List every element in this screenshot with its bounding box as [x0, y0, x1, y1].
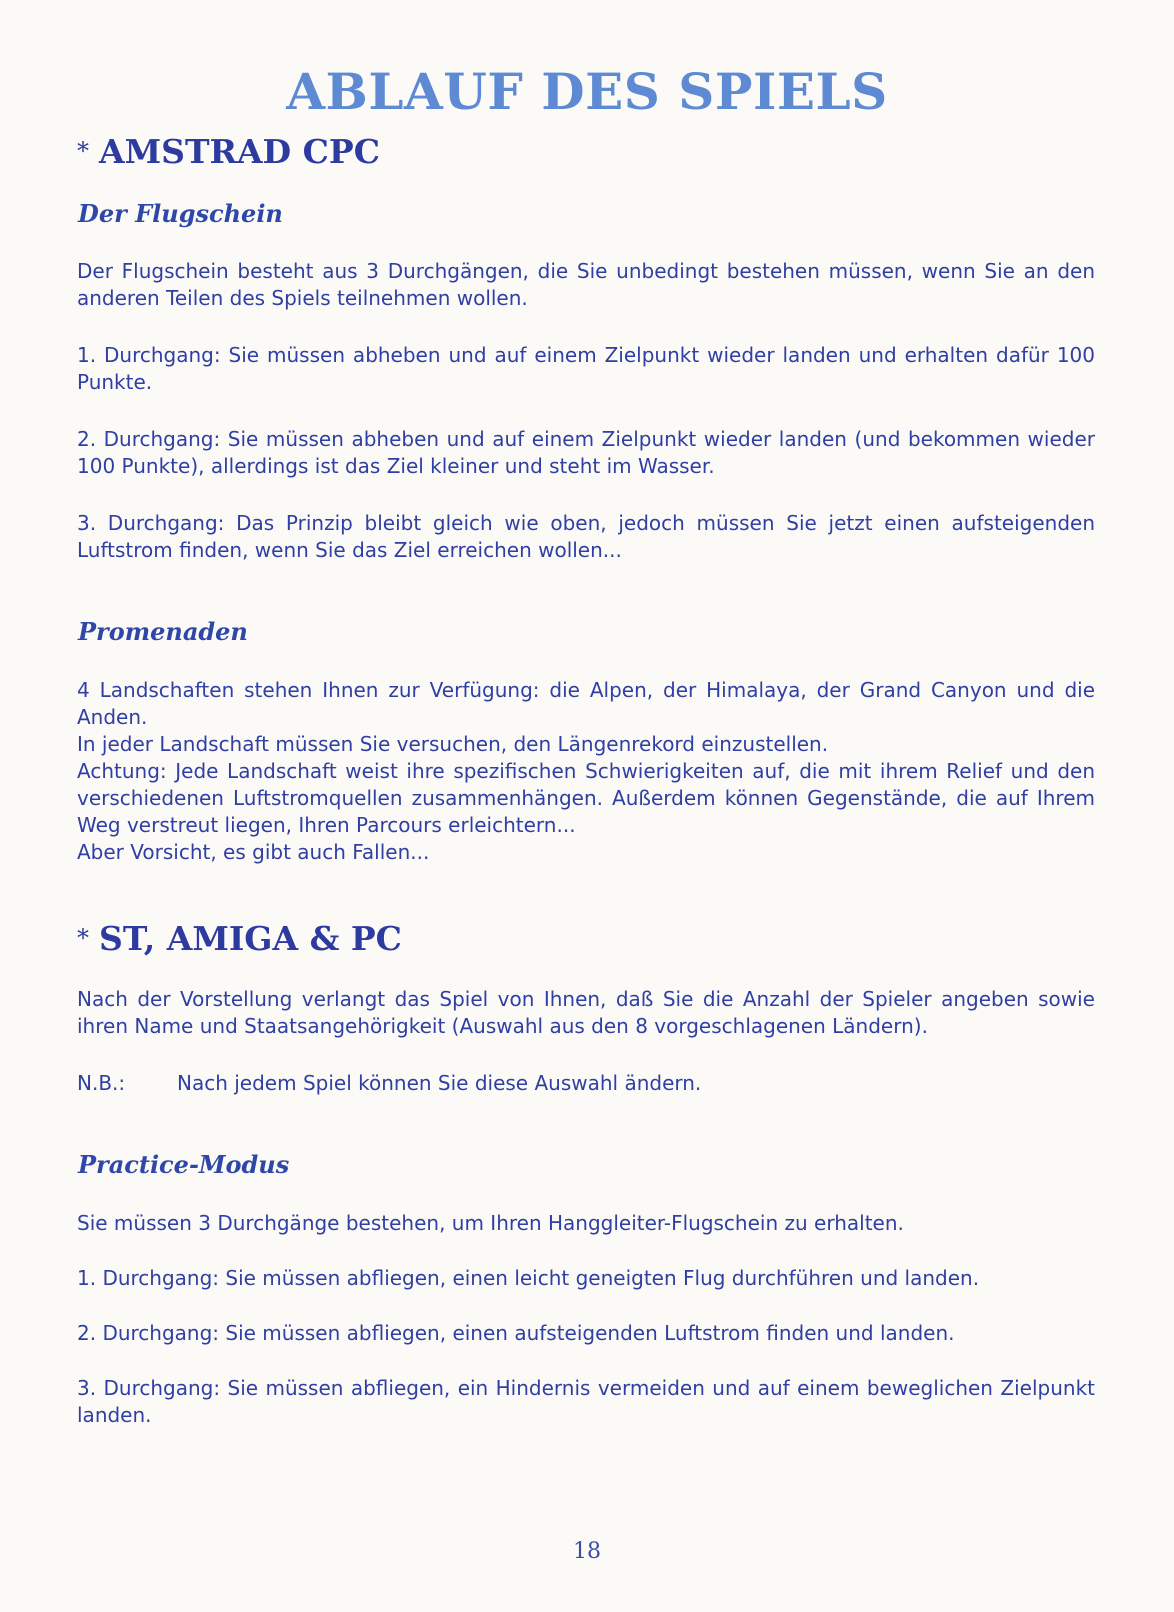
section-heading-st-amiga-pc: [77, 919, 402, 958]
promenaden-line-1: 4 Landschaften stehen Ihnen zur Verfügung: die Alpen, der Himalaya, der Grand Canyon und die Anden.: [77, 678, 1095, 729]
promenaden-line-3: Achtung: Jede Landschaft weist ihre spezifischen Schwierigkeiten auf, die mit ihrem Relief und den verschiedenen Luftstromquellen zusammenhängen. Außerdem können Gegenstände, die auf Ihrem Weg verstreut liegen, Ihren Parcours erleichtern...: [77, 759, 1095, 837]
subheading-flugschein: Der Flugschein: [78, 199, 283, 228]
flugschein-item-2: 2. Durchgang: Sie müssen abheben und auf einem Zielpunkt wieder landen (und bekommen wieder 100 Punkte), allerdings ist das Ziel kleiner und steht im Wasser.: [77, 427, 1095, 478]
practice-item-1: 1. Durchgang: Sie müssen abfliegen, einen leicht geneigten Flug durchführen und landen.: [77, 1266, 980, 1290]
page-number: 18: [573, 1539, 601, 1564]
subheading-practice-modus: Practice-Modus: [78, 1150, 290, 1179]
asterisk-bullet: *: [77, 137, 89, 165]
practice-item-3: 3. Durchgang: Sie müssen abfliegen, ein Hindernis vermeiden und auf einem beweglichen Zielpunkt landen.: [77, 1376, 1095, 1427]
section-heading-amstrad-label: AMSTRAD CPC: [99, 132, 380, 171]
flugschein-item-1: 1. Durchgang: Sie müssen abheben und auf einem Zielpunkt wieder landen und erhalten dafür 100 Punkte.: [77, 343, 1095, 394]
flugschein-intro: Der Flugschein besteht aus 3 Durchgängen, die Sie unbedingt bestehen müssen, wenn Sie an den anderen Teilen des Spiels teilnehmen wollen.: [77, 259, 1095, 310]
section-heading-amstrad: [77, 132, 380, 171]
promenaden-line-2: In jeder Landschaft müssen Sie versuchen, den Längenrekord einzustellen.: [77, 732, 829, 756]
st-intro: Nach der Vorstellung verlangt das Spiel von Ihnen, daß Sie die Anzahl der Spieler angeben sowie ihren Name und Staatsangehörigkeit (Auswahl aus den 8 vorgeschlagenen Ländern).: [77, 987, 1095, 1038]
nb-note: [77, 1070, 1095, 1097]
section-heading-st-label: ST, AMIGA & PC: [99, 919, 402, 958]
subheading-promenaden: Promenaden: [78, 617, 248, 646]
flugschein-item-3: 3. Durchgang: Das Prinzip bleibt gleich wie oben, jedoch müssen Sie jetzt einen aufsteigenden Luftstrom finden, wenn Sie das Ziel erreichen wollen...: [77, 511, 1095, 562]
practice-intro: Sie müssen 3 Durchgänge bestehen, um Ihren Hanggleiter-Flugschein zu erhalten.: [77, 1211, 904, 1235]
asterisk-bullet: *: [77, 924, 89, 952]
practice-item-2: 2. Durchgang: Sie müssen abfliegen, einen aufsteigenden Luftstrom finden und landen.: [77, 1321, 955, 1345]
nb-text: Nach jedem Spiel können Sie diese Auswahl ändern.: [177, 1071, 702, 1095]
promenaden-line-4: Aber Vorsicht, es gibt auch Fallen...: [77, 840, 430, 864]
nb-label: N.B.:: [77, 1071, 126, 1095]
page-title: ABLAUF DES SPIELS: [286, 62, 888, 121]
